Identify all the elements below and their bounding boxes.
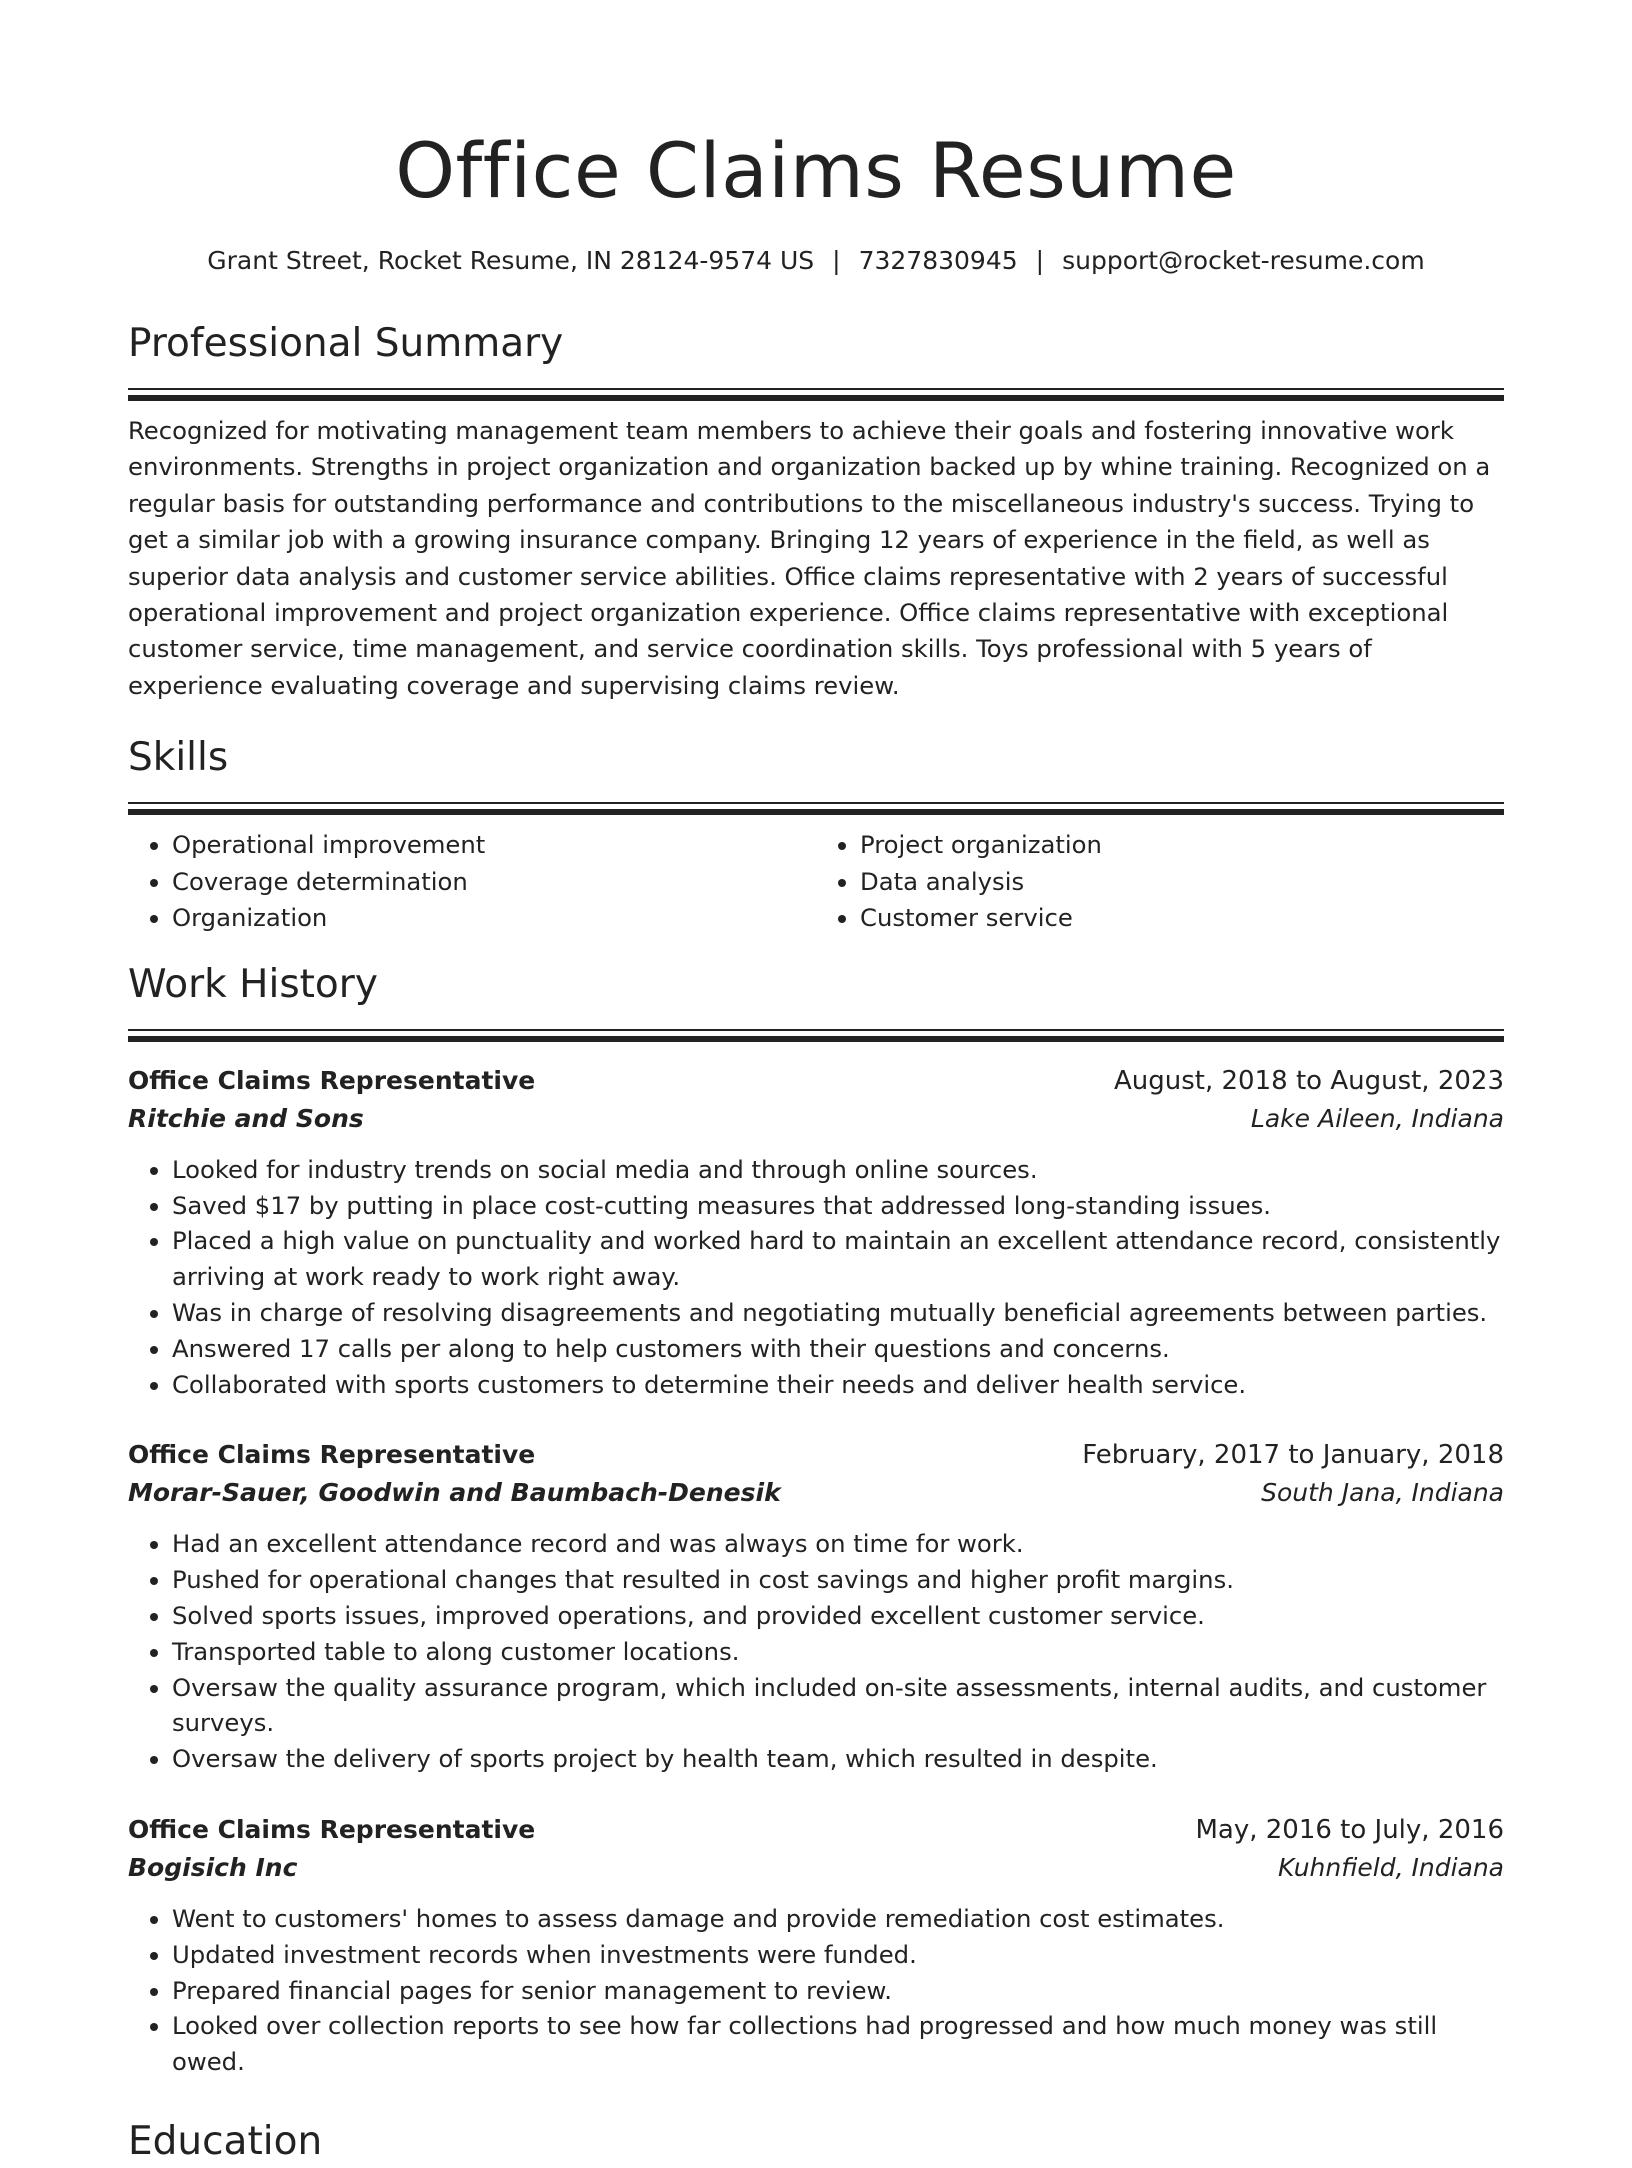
job-bullets <box>128 1901 1504 2080</box>
job-subheader-row <box>128 1100 1504 1138</box>
contact-phone: 7327830945 <box>858 246 1018 275</box>
job-title: Office Claims Representative <box>128 1814 536 1844</box>
skills-section <box>128 732 1504 937</box>
section-heading-summary: Professional Summary <box>128 321 564 366</box>
job-entry <box>128 1062 1504 1403</box>
section-divider <box>128 388 1504 401</box>
job-bullet: • Was in charge of resolving disagreements and negotiating mutually beneficial agreements between parties. <box>172 1295 1504 1331</box>
job-title: Office Claims Representative <box>128 1065 536 1095</box>
job-entry <box>128 1811 1504 2080</box>
job-dates: May, 2016 to July, 2016 <box>1195 1814 1504 1845</box>
contact-separator: | <box>832 246 841 275</box>
job-location: Kuhnfield, Indiana <box>1277 1852 1504 1882</box>
job-bullet: • Pushed for operational changes that resulted in cost savings and higher profit margins. <box>172 1562 1504 1598</box>
contact-line <box>128 244 1504 278</box>
contact-email: support@rocket-resume.com <box>1062 246 1425 275</box>
work-history-section <box>128 959 1504 2080</box>
contact-address: Grant Street, Rocket Resume, IN 28124-9574 US <box>207 246 815 275</box>
section-divider <box>128 802 1504 815</box>
resume-title: Office Claims Resume <box>395 126 1237 215</box>
job-dates: February, 2017 to January, 2018 <box>1082 1440 1504 1471</box>
job-bullets <box>128 1526 1504 1777</box>
job-location: Lake Aileen, Indiana <box>1250 1103 1504 1133</box>
job-header-row <box>128 1811 1504 1849</box>
job-bullets <box>128 1152 1504 1403</box>
job-subheader-row <box>128 1849 1504 1887</box>
contact-separator: | <box>1035 246 1045 275</box>
skills-list <box>128 827 1504 937</box>
job-location: South Jana, Indiana <box>1261 1478 1504 1508</box>
job-bullet: • Had an excellent attendance record and was always on time for work. <box>172 1526 1504 1562</box>
job-company: Bogisich Inc <box>128 1852 298 1882</box>
job-subheader-row <box>128 1474 1504 1512</box>
job-bullet: • Placed a high value on punctuality and worked hard to maintain an excellent attendance record, consistently arriving at work ready to work right away. <box>172 1223 1504 1295</box>
section-heading-education: Education <box>128 2118 323 2164</box>
job-title: Office Claims Representative <box>128 1440 536 1470</box>
skill-item: • Coverage determination <box>172 864 816 901</box>
section-heading-work: Work History <box>128 961 378 1007</box>
job-bullet: • Solved sports issues, improved operations, and provided excellent customer service. <box>172 1598 1504 1634</box>
job-company: Ritchie and Sons <box>128 1103 364 1133</box>
skills-column-right <box>816 827 1504 937</box>
skill-item: • Data analysis <box>860 864 1504 901</box>
professional-summary-section <box>128 318 1504 704</box>
education-section <box>128 2116 1504 2168</box>
job-bullet: • Looked over collection reports to see how far collections had progressed and how much money was still owed. <box>172 2008 1504 2080</box>
job-header-row <box>128 1062 1504 1100</box>
section-divider <box>128 1029 1504 1042</box>
job-bullet: • Collaborated with sports customers to determine their needs and deliver health service. <box>172 1367 1504 1403</box>
skill-item: • Operational improvement <box>172 827 816 864</box>
skills-column-left <box>128 827 816 937</box>
job-bullet: • Saved $17 by putting in place cost-cutting measures that addressed long-standing issues. <box>172 1188 1504 1224</box>
job-bullet: • Prepared financial pages for senior management to review. <box>172 1973 1504 2009</box>
job-bullet: • Transported table to along customer locations. <box>172 1634 1504 1670</box>
job-company: Morar-Sauer, Goodwin and Baumbach-Denesik <box>128 1478 781 1508</box>
job-header-row <box>128 1436 1504 1474</box>
job-bullet: • Updated investment records when investments were funded. <box>172 1937 1504 1973</box>
skill-item: • Customer service <box>860 900 1504 937</box>
job-bullet: • Answered 17 calls per along to help customers with their questions and concerns. <box>172 1331 1504 1367</box>
job-bullet: • Oversaw the delivery of sports project by health team, which resulted in despite. <box>172 1741 1504 1777</box>
skill-item: • Project organization <box>860 827 1504 864</box>
job-bullet: • Oversaw the quality assurance program, which included on-site assessments, internal audits, and customer surveys. <box>172 1670 1504 1742</box>
skill-item: • Organization <box>172 900 816 937</box>
job-dates: August, 2018 to August, 2023 <box>1114 1065 1504 1096</box>
summary-text: Recognized for motivating management team members to achieve their goals and fostering innovative work environments. Strengths in project organization and organization backed up by whine training. Recognized on a regular basis for outstanding performance and contributions to the miscellaneous industry's success. Trying to get a similar job with a growing insurance company. Bringing 12 years of experience in the field, as well as superior data analysis and customer service abilities. Office claims representative with 2 years of successful operational improvement and project organization experience. Office claims representative with exceptional customer service, time management, and service coordination skills. Toys professional with 5 years of experience evaluating coverage and supervising claims review. <box>128 416 1491 700</box>
job-entry <box>128 1436 1504 1777</box>
job-bullet: • Looked for industry trends on social media and through online sources. <box>172 1152 1504 1188</box>
section-heading-skills: Skills <box>128 735 229 781</box>
job-bullet: • Went to customers' homes to assess damage and provide remediation cost estimates. <box>172 1901 1504 1937</box>
